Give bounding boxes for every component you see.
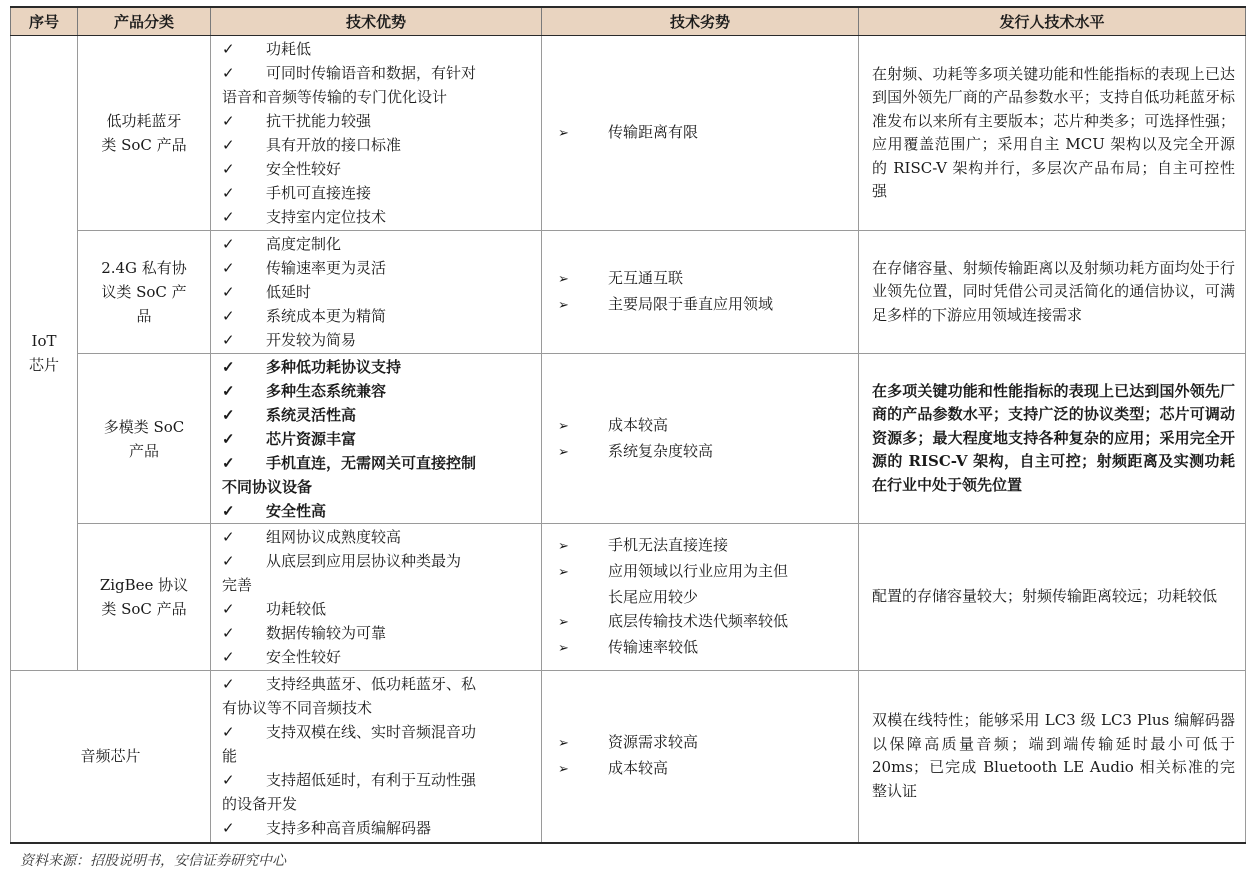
comparison-table-wrapper <box>10 6 1245 844</box>
check-icon: ✓ <box>222 723 235 742</box>
category-cell: 2.4G 私有协 议类 SoC 产 品 <box>78 231 211 354</box>
advantages-cell: ✓ 支持经典蓝牙、低功耗蓝牙、私 有协议等不同音频技术 ✓ 支持双模在线、实时音频混音功 能 ✓ 支持超低延时，有利于互动性强 的设备开发 ✓ 支持多种高音质编解码器 <box>211 671 542 843</box>
check-icon: ✓ <box>222 552 235 570</box>
disadvantages-cell: ➢ 传输距离有限 <box>542 36 859 231</box>
category-cell: ZigBee 协议 类 SoC 产品 <box>78 524 211 671</box>
disadvantages-cell: ➢ 资源需求较高 ➢ 成本较高 <box>542 671 859 843</box>
category-cell: 低功耗蓝牙 类 SoC 产品 <box>78 36 211 231</box>
disadvantages-cell: ➢ 无互通互联 ➢ 主要局限于垂直应用领域 <box>542 231 859 354</box>
check-icon: ✓ <box>222 528 235 546</box>
header-row <box>11 7 1246 36</box>
check-icon: ✓ <box>222 771 235 790</box>
level-cell: 在存储容量、射频传输距离以及射频功耗方面均处于行业领先位置，同时凭借公司灵活简化的通信协议，可满足多样的下游应用领域连接需求 <box>859 231 1246 354</box>
disadvantages-cell: ➢ 手机无法直接连接 ➢ 应用领域以行业应用为主但 长尾应用较少 ➢ 底层传输技术迭代频率较低 ➢ 传输速率较低 <box>542 524 859 671</box>
check-icon: ✓ <box>222 136 235 154</box>
check-icon: ✓ <box>222 112 235 130</box>
check-icon: ✓ <box>222 624 235 642</box>
advantages-cell: ✓ 多种低功耗协议支持 ✓ 多种生态系统兼容 ✓ 系统灵活性高 ✓ 芯片资源丰富 ✓ 手机直连，无需网关可直接控制 不同协议设备 ✓ 安全性高 <box>211 354 542 524</box>
check-icon: ✓ <box>222 501 235 520</box>
check-icon: ✓ <box>222 819 235 838</box>
header-category: 产品分类 <box>78 7 211 36</box>
level-cell: 在多项关键功能和性能指标的表现上已达到国外领先厂商的产品参数水平；支持广泛的协议类型；芯片可调动资源多；最大程度地支持各种复杂的应用；采用完全开源的 RISC-V 架构，自主可控；射频距离及实测功耗在行业中处于领先位置 <box>859 354 1246 524</box>
level-cell: 配置的存储容量较大；射频传输距离较远；功耗较低 <box>859 524 1246 671</box>
disadvantages-cell: ➢ 成本较高 ➢ 系统复杂度较高 <box>542 354 859 524</box>
comparison-table <box>10 6 1246 844</box>
check-icon: ✓ <box>222 235 235 253</box>
header-disadvantages: 技术劣势 <box>542 7 859 36</box>
check-icon: ✓ <box>222 64 235 82</box>
arrow-icon: ➢ <box>558 418 569 434</box>
category-cell: 音频芯片 <box>11 671 211 843</box>
check-icon: ✓ <box>222 208 235 226</box>
check-icon: ✓ <box>222 429 235 448</box>
table-row <box>11 354 1246 524</box>
check-icon: ✓ <box>222 648 235 666</box>
check-icon: ✓ <box>222 600 235 618</box>
category-cell: 多模类 SoC 产品 <box>78 354 211 524</box>
arrow-icon: ➢ <box>558 736 569 752</box>
table-row <box>11 231 1246 354</box>
arrow-icon: ➢ <box>558 641 569 656</box>
source-note: 资料来源：招股说明书，安信证券研究中心 <box>20 853 286 869</box>
arrow-icon: ➢ <box>558 762 569 778</box>
check-icon: ✓ <box>222 453 235 472</box>
advantages-cell: ✓ 组网协议成熟度较高 ✓ 从底层到应用层协议种类最为 完善 ✓ 功耗较低 ✓ 数据传输较为可靠 ✓ 安全性较好 <box>211 524 542 671</box>
arrow-icon: ➢ <box>558 615 569 630</box>
header-level: 发行人技术水平 <box>859 7 1246 36</box>
check-icon: ✓ <box>222 283 235 301</box>
level-cell: 双模在线特性；能够采用 LC3 级 LC3 Plus 编解码器以保障高质量音频；端到端传输延时最小可低于 20ms；已完成 Bluetooth LE Audio 相关标准的完整认证 <box>859 671 1246 843</box>
check-icon: ✓ <box>222 331 235 349</box>
check-icon: ✓ <box>222 357 235 376</box>
arrow-icon: ➢ <box>558 444 569 460</box>
arrow-icon: ➢ <box>558 298 569 313</box>
table-row <box>11 671 1246 843</box>
header-advantages: 技术优势 <box>211 7 542 36</box>
arrow-icon: ➢ <box>558 272 569 287</box>
check-icon: ✓ <box>222 307 235 325</box>
table-row <box>11 524 1246 671</box>
check-icon: ✓ <box>222 381 235 400</box>
header-seq: 序号 <box>11 7 78 36</box>
check-icon: ✓ <box>222 160 235 178</box>
advantages-cell: ✓ 高度定制化 ✓ 传输速率更为灵活 ✓ 低延时 ✓ 系统成本更为精简 ✓ 开发较为简易 <box>211 231 542 354</box>
check-icon: ✓ <box>222 405 235 424</box>
check-icon: ✓ <box>222 259 235 277</box>
arrow-icon: ➢ <box>558 565 569 580</box>
table-row <box>11 36 1246 231</box>
check-icon: ✓ <box>222 675 235 694</box>
check-icon: ✓ <box>222 40 235 58</box>
advantages-cell: ✓ 功耗低 ✓ 可同时传输语音和数据，有针对 语音和音频等传输的专门优化设计 ✓ 抗干扰能力较强 ✓ 具有开放的接口标准 ✓ 安全性较好 ✓ 手机可直接连接 ✓ 支持室内定位技术 <box>211 36 542 231</box>
arrow-icon: ➢ <box>558 539 569 554</box>
arrow-icon: ➢ <box>558 126 569 141</box>
level-cell: 在射频、功耗等多项关键功能和性能指标的表现上已达到国外领先厂商的产品参数水平；支持自低功耗蓝牙标准发布以来所有主要版本；芯片种类多；可选择性强；应用覆盖范围广；采用自主 MCU 架构以及完全开源的 RISC-V 架构并行，多层次产品布局；自主可控性强 <box>859 36 1246 231</box>
iot-chip-label: IoT 芯片 <box>11 36 78 671</box>
check-icon: ✓ <box>222 184 235 202</box>
